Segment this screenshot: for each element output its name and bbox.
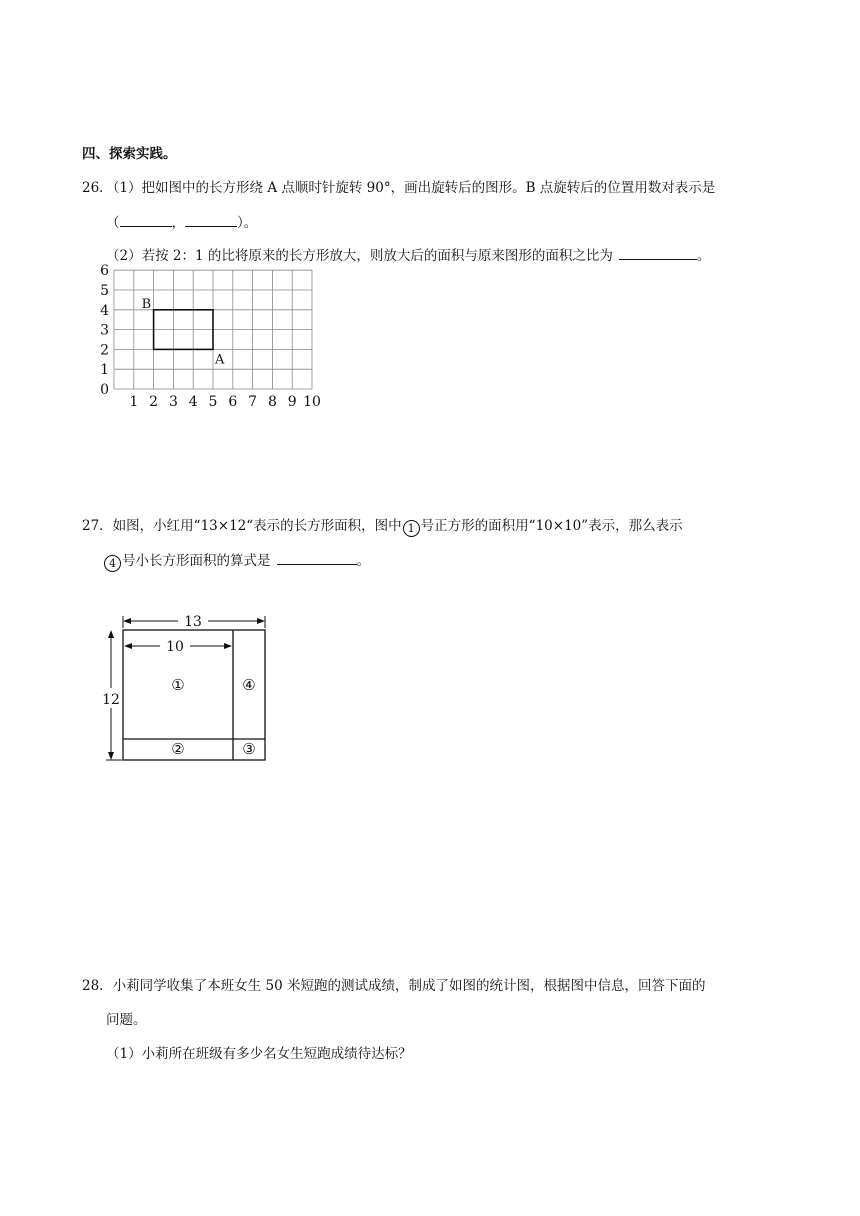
q26-part2-line	[106, 246, 710, 265]
x-tick-label: 8	[267, 394, 277, 410]
q27-line1	[82, 517, 683, 537]
q27-blank-formula[interactable]	[277, 551, 357, 565]
arrow-left-icon	[124, 643, 132, 649]
y-tick-label: 5	[100, 283, 109, 299]
region-3-label: ③	[242, 740, 256, 758]
arrow-right-icon	[257, 618, 265, 624]
circled-4-icon: 4	[104, 555, 121, 572]
q27-line2-end: 。	[356, 553, 370, 569]
arrow-right-icon	[224, 643, 232, 649]
y-tick-label: 0	[100, 382, 109, 398]
q28-number: 28．	[82, 978, 113, 994]
q26-number: 26．	[82, 180, 113, 196]
x-tick-label: 9	[287, 394, 297, 410]
dim-13-label: 13	[184, 614, 202, 630]
q27-text-b: 号正方形的面积用“10×10”表示，那么表示	[420, 518, 683, 534]
y-tick-label: 6	[100, 263, 109, 280]
region-2-label: ②	[171, 740, 185, 758]
q26-open-paren: （	[106, 215, 120, 231]
x-tick-label: 1	[129, 394, 139, 410]
arrow-left-icon	[123, 618, 131, 624]
x-tick-label: 7	[248, 394, 258, 410]
arrow-down-icon	[108, 752, 114, 760]
q27-line2	[103, 551, 370, 572]
x-tick-label: 5	[208, 394, 218, 410]
q26-blank-ratio[interactable]	[619, 246, 697, 260]
q26-part2-text: （2）若按 2：1 的比将原来的长方形放大，则放大后的面积与原来图形的面积之比为	[106, 248, 613, 264]
q26-blank-y[interactable]	[185, 213, 237, 227]
section-title: 四、探索实践。	[82, 146, 177, 162]
q26-grid-figure	[94, 263, 334, 412]
q27-area-figure	[98, 608, 278, 768]
dim-12-label: 12	[102, 692, 120, 708]
y-tick-label: 3	[100, 322, 109, 339]
q26-part1-text: （1）把如图中的长方形绕 A 点顺时针旋转 90°，画出旋转后的图形。B 点旋转后的位置用数对表示是	[112, 180, 716, 196]
x-tick-label: 2	[149, 394, 159, 410]
q28-part1: （1）小莉所在班级有多少名女生短跑成绩待达标？	[106, 1046, 412, 1062]
q27-text-a: 如图，小红用“13×12“表示的长方形面积，图中	[112, 518, 402, 534]
q27-number: 27．	[82, 518, 113, 534]
q26-close-paren: ）。	[237, 215, 258, 231]
q26-blank-x[interactable]	[120, 213, 172, 227]
region-1-label: ①	[171, 676, 185, 694]
dim-10-label: 10	[166, 639, 184, 655]
y-tick-label: 4	[100, 302, 109, 319]
x-tick-label: 6	[228, 394, 238, 410]
q28-line2: 问题。	[106, 1012, 147, 1028]
x-tick-label: 10	[303, 394, 321, 410]
arrow-up-icon	[108, 630, 114, 638]
grid-x-axis-labels	[129, 394, 321, 410]
point-b-label: B	[141, 296, 152, 312]
x-tick-label: 4	[188, 394, 198, 410]
q28-text-a: 小莉同学收集了本班女生 50 米短跑的测试成绩，制成了如图的统计图，根据图中信息，回答下面的	[112, 978, 706, 994]
y-tick-label: 2	[100, 342, 109, 359]
q26-comma: ，	[171, 215, 185, 231]
q26-line1	[82, 179, 715, 197]
q27-text-c: 号小长方形面积的算式是	[122, 553, 271, 569]
x-tick-label: 3	[168, 394, 178, 410]
point-a-label: A	[215, 352, 225, 368]
y-tick-label: 1	[100, 362, 109, 379]
circled-1-icon: 1	[403, 520, 420, 537]
q26-part2-end: 。	[696, 248, 711, 264]
region-4-label: ④	[242, 676, 256, 694]
q28-line1	[82, 977, 705, 995]
grid-y-axis-labels	[100, 263, 109, 398]
q26-answer-line	[106, 213, 257, 232]
